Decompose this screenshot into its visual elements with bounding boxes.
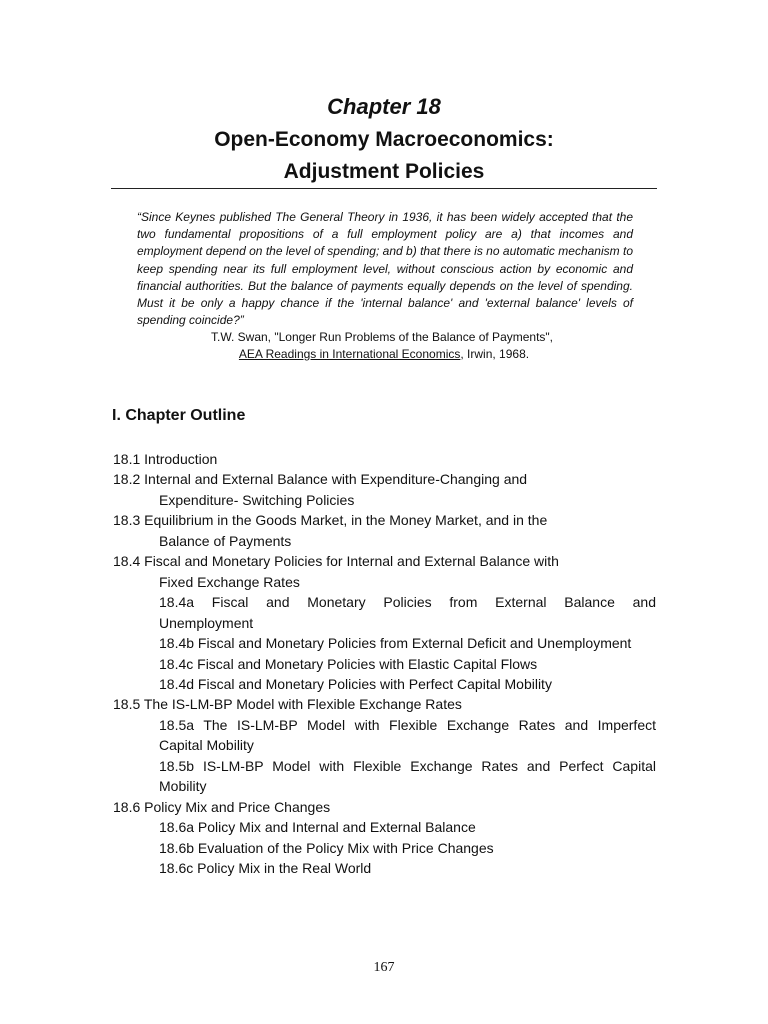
outline-subitem: 18.4d Fiscal and Monetary Policies with Perfect Capital Mobility [159,675,552,692]
outline-subitem: 18.4b Fiscal and Monetary Policies from External Deficit and Unemployment [159,635,632,652]
outline-item: 18.1 Introduction [113,451,218,467]
chapter-label: Chapter 18 [327,94,441,119]
chapter-outline-list [113,449,656,879]
epigraph-line: financial authorities. But the balance of payments equally depends on the level of spending. [137,278,633,293]
epigraph-line: Must it be only a happy chance if the 'internal balance' and 'external balance' levels of [137,296,633,311]
outline-item-continuation: Fixed Exchange Rates [159,573,300,590]
outline-subitem-continuation: Mobility [159,778,207,795]
epigraph-line: employment depend on the level of spending; and b) that there is no automatic mechanism to [137,244,633,259]
outline-subitem: 18.4c Fiscal and Monetary Policies with Elastic Capital Flows [159,655,538,672]
title-divider [111,188,657,189]
outline-item: 18.2 Internal and External Balance with Expenditure-Changing and [113,471,528,488]
chapter-outline-heading: I. Chapter Outline [112,407,246,424]
outline-subitem: 18.6c Policy Mix in the Real World [159,860,372,877]
outline-item: 18.5 The IS-LM-BP Model with Flexible Exchange Rates [113,696,462,713]
epigraph-quote [137,209,633,329]
source-title: AEA Readings in International Economics [238,347,461,361]
outline-subitem: 18.5a The IS-LM-BP Model with Flexible Exchange Rates and Imperfect [159,716,656,733]
outline-subitem: 18.6b Evaluation of the Policy Mix with Price Changes [159,839,494,856]
outline-item: 18.3 Equilibrium in the Goods Market, in the Money Market, and in the [113,512,548,529]
chapter-title [0,124,768,188]
outline-subitem: 18.6a Policy Mix and Internal and External Balance [159,819,476,836]
outline-item: 18.4 Fiscal and Monetary Policies for Internal and External Balance with [113,553,559,570]
outline-item-continuation: Balance of Payments [159,532,292,549]
source-publisher: , Irwin, 1968. [460,347,530,361]
outline-item-continuation: Expenditure- Switching Policies [159,491,355,508]
outline-subitem-continuation: Unemployment [159,614,254,631]
outline-subitem-continuation: Capital Mobility [159,737,254,754]
epigraph-attribution-source [0,346,768,363]
outline-subitem: 18.5b IS-LM-BP Model with Flexible Exchange Rates and Perfect Capital [159,757,656,774]
epigraph-line: keep spending near its full employment level, without conscious action by economic and [137,261,633,276]
epigraph-line: spending coincide?” [137,313,244,328]
epigraph-attribution-author: T.W. Swan, "Longer Run Problems of the Balance of Payments", [210,330,554,344]
page-number: 167 [373,960,395,975]
epigraph-line: two fundamental propositions of a full employment policy are a) that incomes and [137,227,633,242]
epigraph-line: “Since Keynes published The General Theory in 1936, it has been widely accepted that the [137,210,633,224]
chapter-title-line-2: Adjustment Policies [283,160,485,183]
chapter-title-line-1: Open-Economy Macroeconomics: [214,128,554,151]
outline-item: 18.6 Policy Mix and Price Changes [113,798,331,815]
outline-subitem: 18.4a Fiscal and Monetary Policies from External Balance and [159,594,656,611]
